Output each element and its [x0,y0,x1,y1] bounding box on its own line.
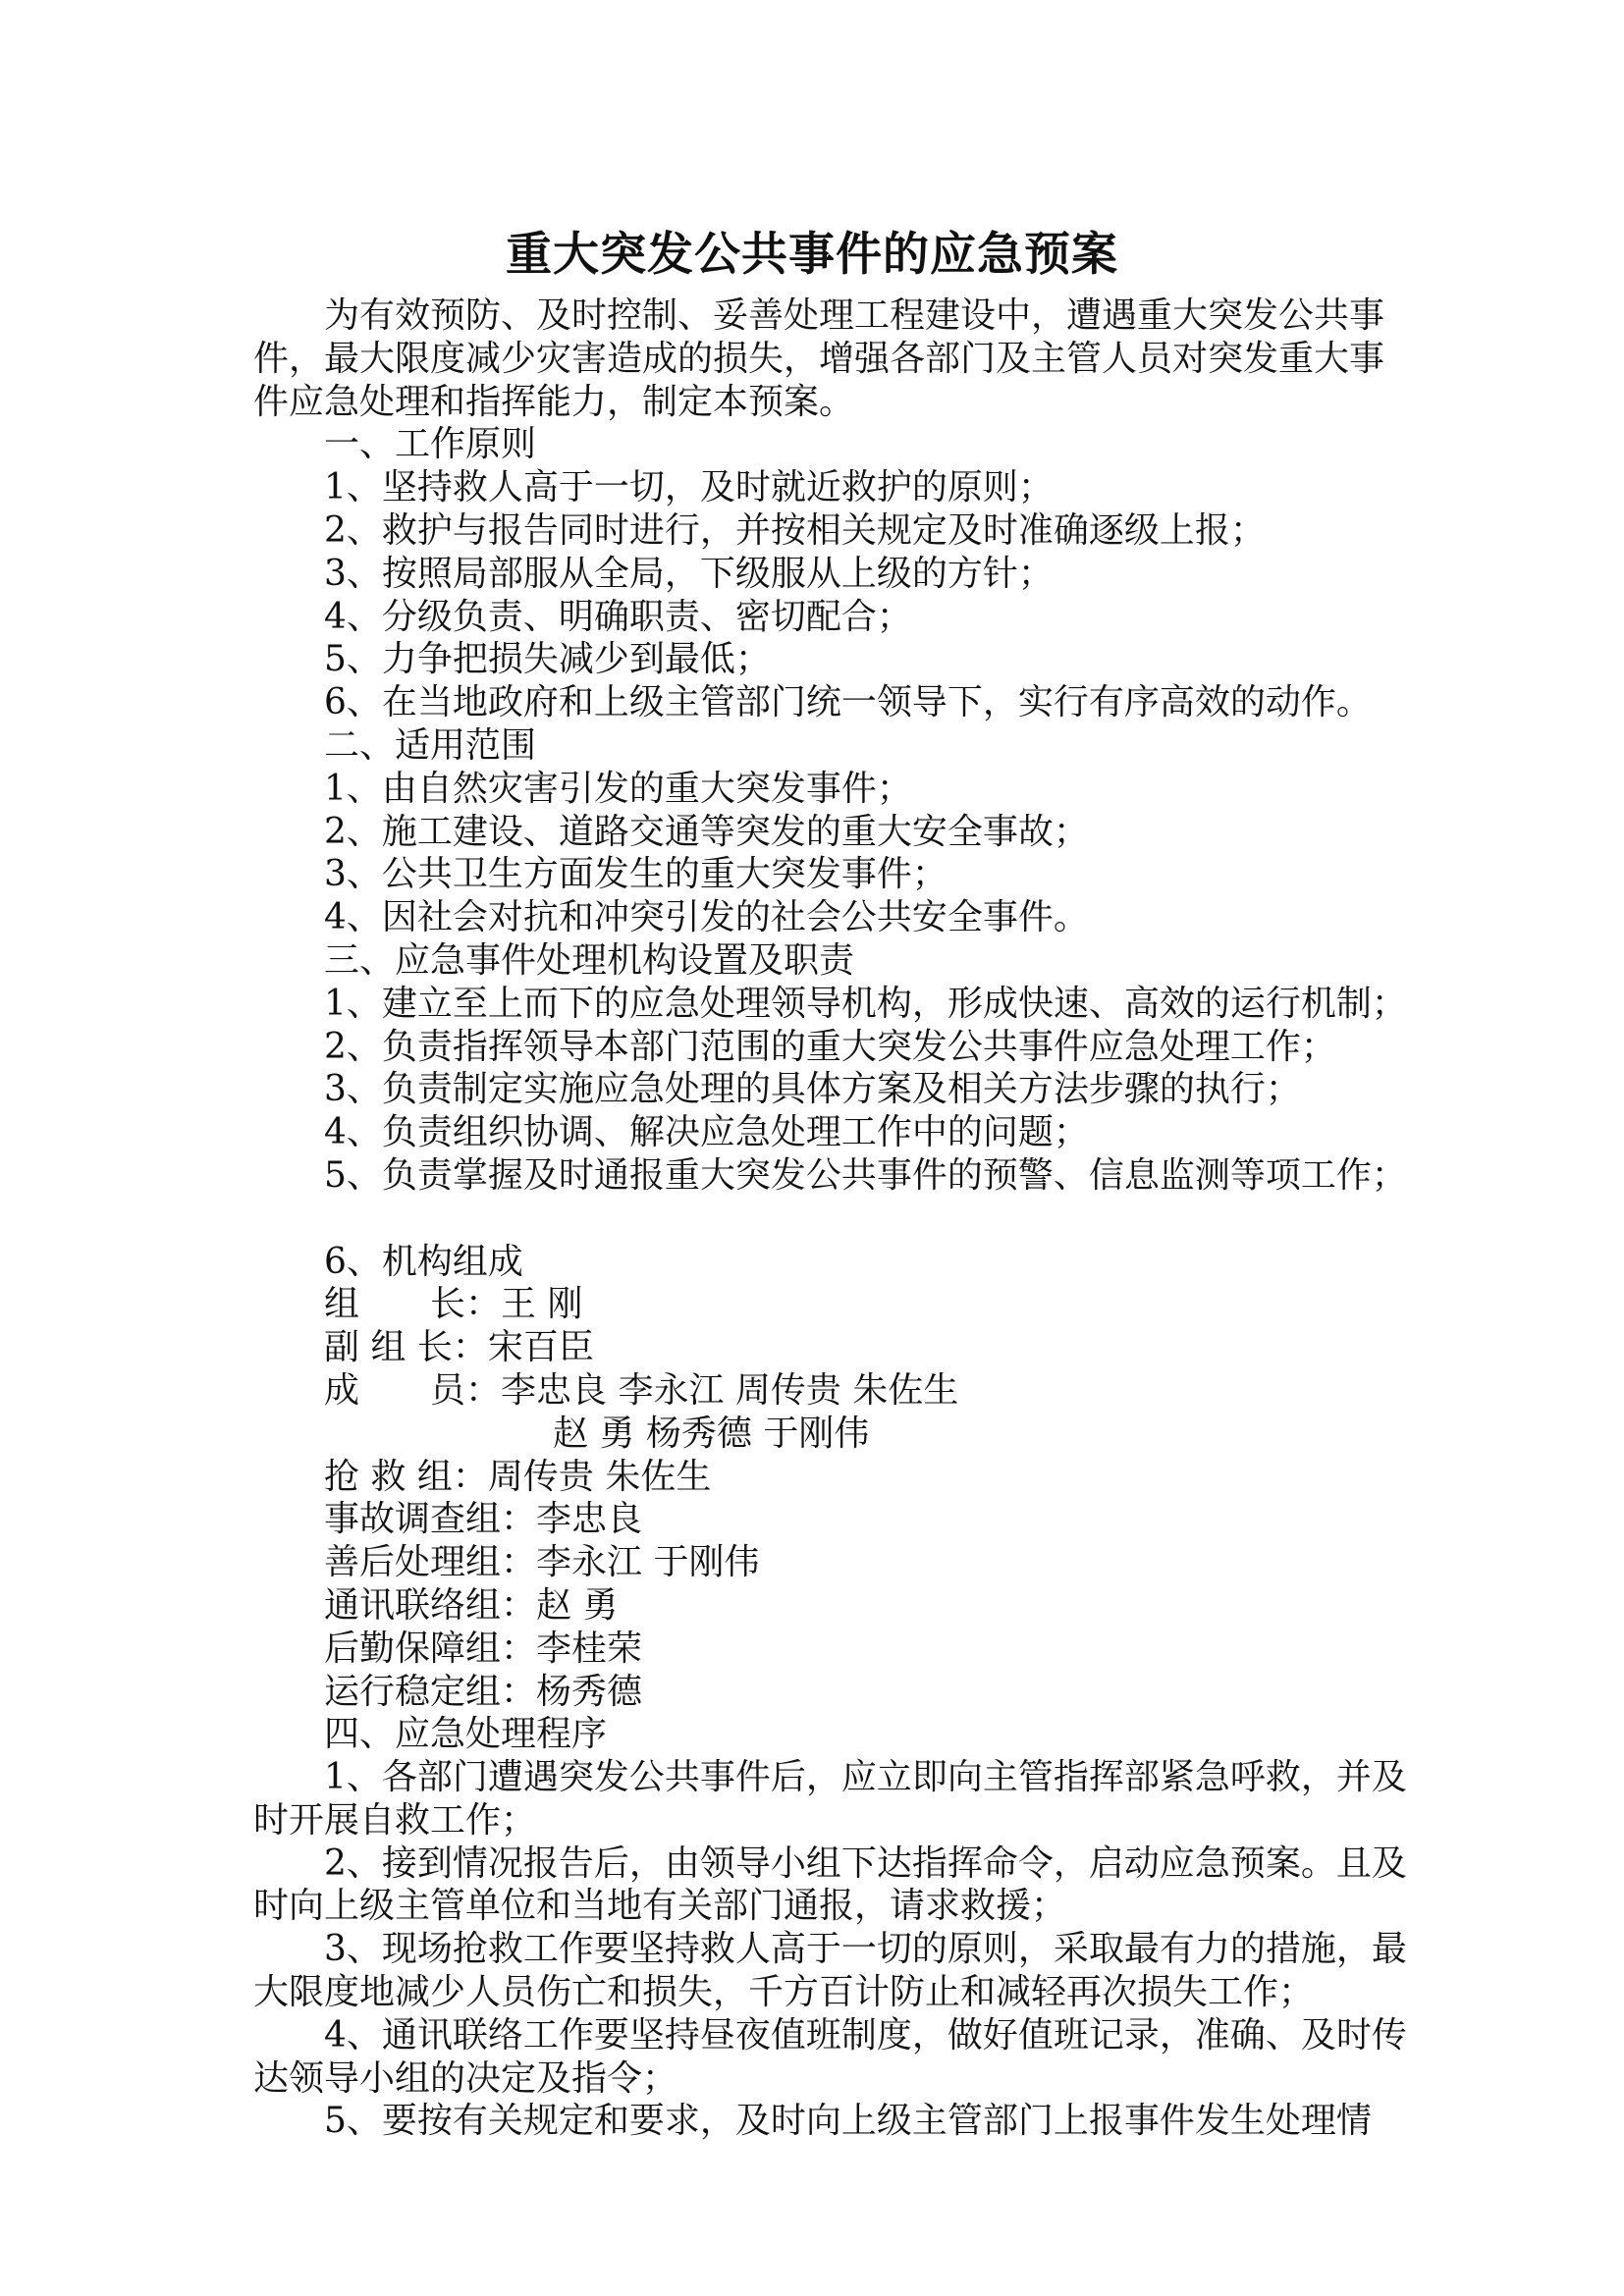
list-item: 6、在当地政府和上级主管部门统一领导下，实行有序高效的动作。 [324,682,1372,723]
list-item: 1、由自然灾害引发的重大突发事件； [324,768,912,809]
paragraph-line: 1、各部门遭遇突发公共事件后，应立即向主管指挥部紧急呼救，并及 [324,1757,1407,1798]
blank-line [253,1198,1453,1241]
org-member-line: 成 员：李忠良 李永江 周传贵 朱佐生 [324,1369,959,1411]
list-item: 2、救护与报告同时进行，并按相关规定及时准确逐级上报； [324,509,1266,551]
document-body [253,294,1453,2143]
list-item: 3、负责制定实施应急处理的具体方案及相关方法步骤的执行； [324,1069,1301,1110]
paragraph-line: 件，最大限度减少灾害造成的损失，增强各部门及主管人员对突发重大事 [253,338,1385,379]
list-item: 4、分级负责、明确职责、密切配合； [324,596,912,637]
section-heading: 一、工作原则 [324,424,537,465]
paragraph-line: 时开展自救工作； [253,1799,537,1841]
paragraph-line: 3、现场抢救工作要坚持救人高于一切的原则，采取最有力的措施，最 [324,1929,1407,1970]
org-member-line: 抢 救 组：周传贵 朱佐生 [324,1456,712,1497]
org-member-line: 善后处理组：李永江 于刚伟 [324,1542,760,1583]
list-item: 3、公共卫生方面发生的重大突发事件； [324,854,947,895]
org-member-line: 运行稳定组：杨秀德 [324,1671,643,1712]
section-heading: 二、适用范围 [324,724,537,766]
org-member-line: 组 长：王 刚 [324,1284,583,1325]
list-item: 4、因社会对抗和冲突引发的社会公共安全事件。 [324,897,1089,938]
org-member-line: 副 组 长：宋百臣 [324,1327,594,1368]
list-item: 5、力争把损失减少到最低； [324,639,771,680]
list-item: 1、坚持救人高于一切，及时就近救护的原则； [324,467,1054,508]
paragraph-line: 4、通讯联络工作要坚持昼夜值班制度，做好值班记录，准确、及时传 [324,2014,1407,2056]
paragraph-line: 时向上级主管单位和当地有关部门通报，请求救援； [253,1886,1067,1927]
list-item: 2、施工建设、道路交通等突发的重大安全事故； [324,811,1089,852]
paragraph-line: 为有效预防、及时控制、妥善处理工程建设中，遭遇重大突发公共事 [324,295,1385,336]
section-heading: 四、应急处理程序 [324,1714,608,1755]
list-item: 2、负责指挥领导本部门范围的重大突发公共事件应急处理工作； [324,1026,1336,1067]
paragraph-line: 2、接到情况报告后，由领导小组下达指挥命令，启动应急预案。且及 [324,1842,1407,1884]
paragraph-line: 件应急处理和指挥能力，制定本预案。 [253,381,855,422]
list-item: 4、负责组织协调、解决应急处理工作中的问题； [324,1112,1089,1153]
org-member-line: 后勤保障组：李桂荣 [324,1628,643,1669]
paragraph-line: 5、要按有关规定和要求，及时向上级主管部门上报事件发生处理情 [324,2101,1372,2142]
document-title: 重大突发公共事件的应急预案 [506,228,1118,282]
org-member-line: 通讯联络组：赵 勇 [324,1584,619,1626]
paragraph-line: 达领导小组的决定及指令； [253,2057,678,2099]
org-member-line: 事故调查组：李忠良 [324,1499,643,1540]
list-item: 1、建立至上而下的应急处理领导机构，形成快速、高效的运行机制； [324,983,1407,1024]
list-item: 5、负责掌握及时通报重大突发公共事件的预警、信息监测等项工作； [324,1154,1407,1196]
paragraph-line: 大限度地减少人员伤亡和损失，千方百计防止和减轻再次损失工作； [253,1972,1315,2013]
list-item: 6、机构组成 [324,1241,523,1282]
section-heading: 三、应急事件处理机构设置及职责 [324,939,855,981]
list-item: 3、按照局部服从全局，下级服从上级的方针； [324,553,1054,594]
org-member-line: 赵 勇 杨秀德 于刚伟 [553,1413,870,1454]
